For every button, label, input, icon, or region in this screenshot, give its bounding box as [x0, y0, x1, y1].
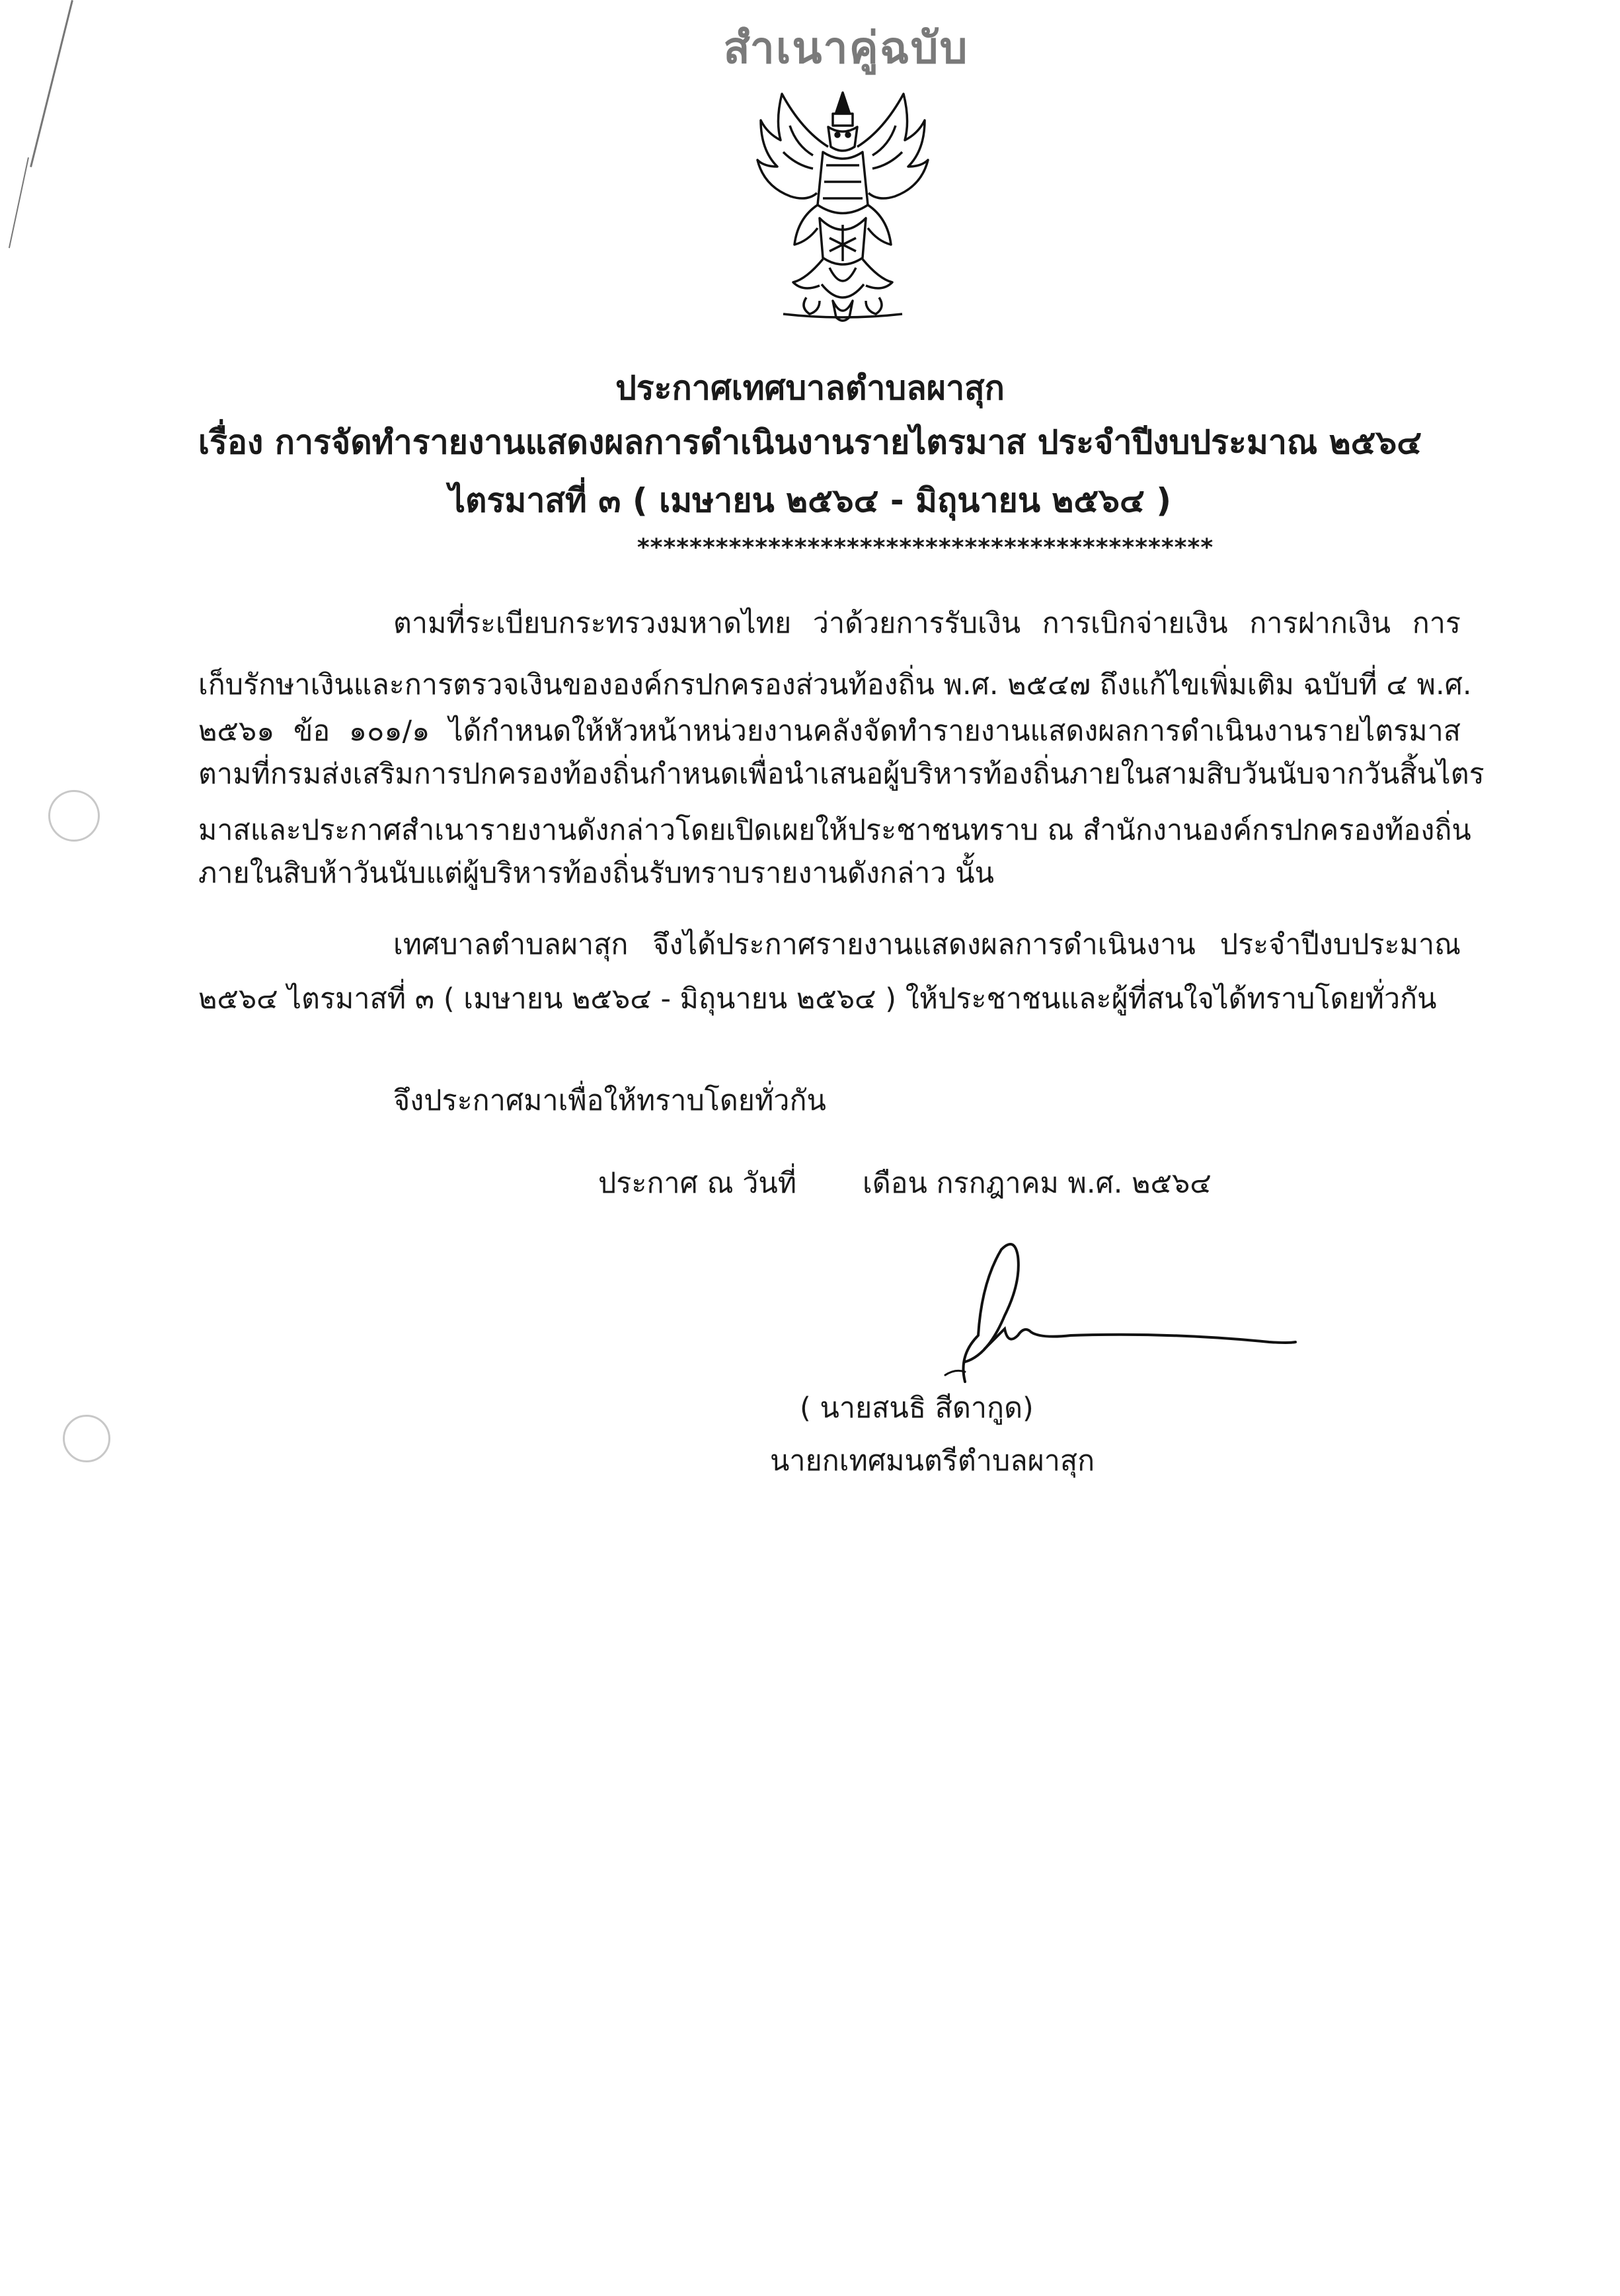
paragraph1-line: เก็บรักษาเงินและการตรวจเงินขององค์กรปกครองส่วนท้องถิ่น พ.ศ. ๒๕๔๗ ถึงแก้ไขเพิ่มเติม ฉบับที่ ๔ พ.ศ.: [198, 668, 1472, 701]
signer-name: ( นายสนธิ สีดากูด): [800, 1392, 1034, 1425]
closing-statement: จึงประกาศมาเพื่อให้ทราบโดยทั่วกัน: [393, 1084, 826, 1117]
scan-edge-mark: [9, 157, 29, 248]
paragraph1-line: ภายในสิบห้าวันนับแต่ผู้บริหารท้องถิ่นรับทราบรายงานดังกล่าว นั้น: [198, 857, 995, 890]
punch-hole: [63, 1415, 110, 1462]
paragraph2-line: ๒๕๖๔ ไตรมาสที่ ๓ ( เมษายน ๒๕๖๔ - มิถุนายน ๒๕๖๔ ) ให้ประชาชนและผู้ที่สนใจได้ทราบโดยทั่วกัน: [198, 982, 1437, 1015]
announce-date-label: ประกาศ ณ วันที่: [598, 1167, 797, 1200]
announcement-title: ประกาศเทศบาลตำบลผาสุก: [615, 369, 1005, 407]
copy-stamp: สำเนาคู่ฉบับ: [723, 22, 969, 73]
signature-icon: [853, 1216, 1329, 1402]
announcement-subject: เรื่อง การจัดทำรายงานแสดงผลการดำเนินงานรายไตรมาส ประจำปีงบประมาณ ๒๕๖๔: [198, 423, 1422, 461]
punch-hole: [48, 790, 100, 842]
paragraph1-line: ตามที่ระเบียบกระทรวงมหาดไทย ว่าด้วยการรับเงิน การเบิกจ่ายเงิน การฝากเงิน การ: [393, 607, 1461, 640]
paragraph1-line: ๒๕๖๑ ข้อ ๑๐๑/๑ ได้กำหนดให้หัวหน้าหน่วยงานคลังจัดทำรายงานแสดงผลการดำเนินงานรายไตรมาส: [198, 715, 1461, 748]
signer-position: นายกเทศมนตรีตำบลผาสุก: [770, 1445, 1095, 1478]
paragraph1-line: มาสและประกาศสำเนารายงานดังกล่าวโดยเปิดเผยให้ประชาชนทราบ ณ สำนักงานองค์กรปกครองท้องถิ่น: [198, 814, 1471, 847]
announcement-quarter: ไตรมาสที่ ๓ ( เมษายน ๒๕๖๔ - มิถุนายน ๒๕๖๔ ): [448, 481, 1172, 520]
announce-month-year: เดือน กรกฎาคม พ.ศ. ๒๕๖๔: [863, 1167, 1212, 1200]
paragraph2-line: เทศบาลตำบลผาสุก จึงได้ประกาศรายงานแสดงผลการดำเนินงาน ประจำปีงบประมาณ: [393, 928, 1461, 961]
scan-edge-mark: [30, 0, 73, 167]
paragraph1-line: ตามที่กรมส่งเสริมการปกครองท้องถิ่นกำหนดเพื่อนำเสนอผู้บริหารท้องถิ่นภายในสามสิบวันนับจากวันสิ้นไตร: [198, 758, 1485, 791]
garuda-emblem-icon: [744, 86, 942, 327]
separator-line: ********************************************: [636, 534, 1214, 561]
